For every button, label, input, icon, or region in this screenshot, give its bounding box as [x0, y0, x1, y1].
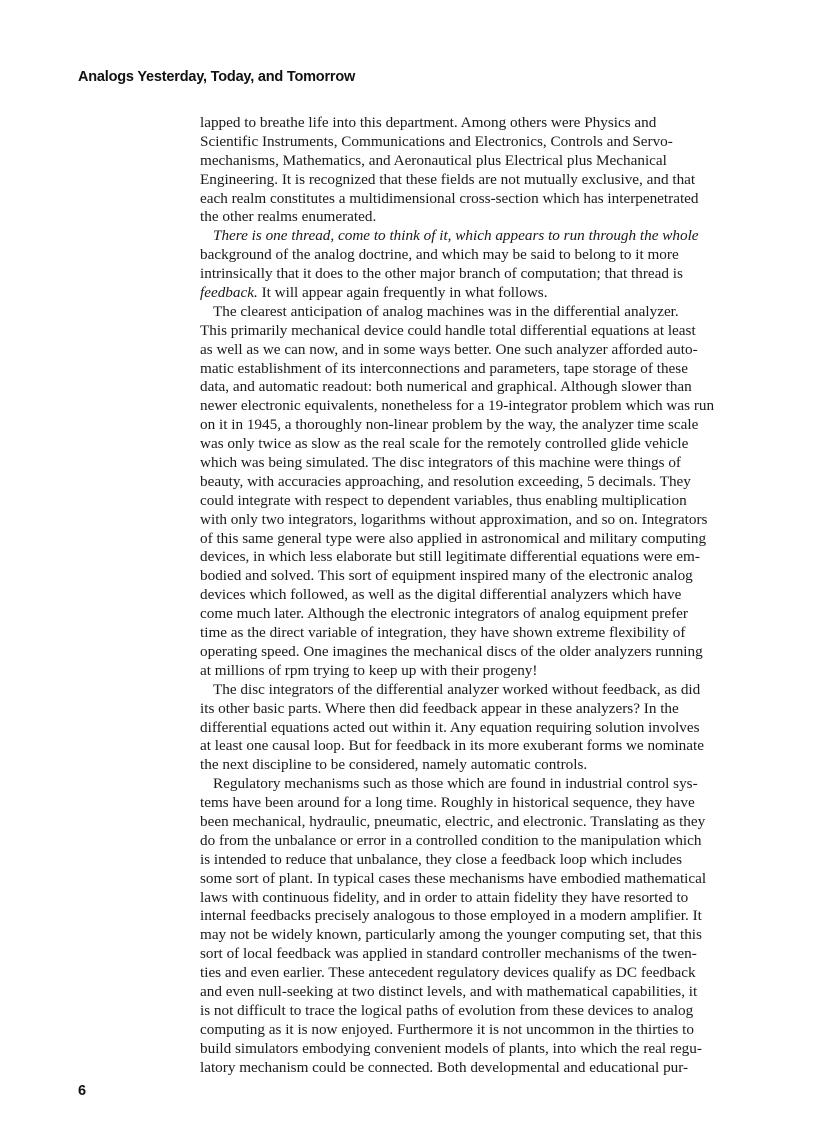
text-line: devices, in which less elaborate but still legitimate differential equations were em-: [200, 548, 700, 566]
text-line: Engineering. It is recognized that these fields are not mutually exclusive, and that: [200, 170, 696, 188]
text-line: on it in 1945, a thoroughly non-linear problem by the way, the analyzer time scale: [200, 416, 699, 434]
text-line-italic: [200, 227, 720, 246]
text-line: laws with continuous fidelity, and in order to attain fidelity they have resorted to: [200, 888, 689, 906]
text-line: [200, 284, 720, 303]
text-line: come much later. Although the electronic integrators of analog equipment prefer: [200, 605, 688, 623]
text-line: which was being simulated. The disc integrators of this machine were things of: [200, 454, 681, 472]
line-remainder: It will appear again frequently in what follows.: [261, 284, 548, 302]
text-line: the next discipline to be considered, namely automatic controls.: [200, 756, 588, 774]
text-line: bodied and solved. This sort of equipment inspired many of the electronic analog: [200, 567, 693, 585]
text-line: been mechanical, hydraulic, pneumatic, electric, and electronic. Translating as they: [200, 812, 706, 830]
text-line: each realm constitutes a multidimensional cross-section which has interpenetrated: [200, 189, 699, 207]
running-head: Analogs Yesterday, Today, and Tomorrow: [78, 69, 356, 85]
text-line: ties and even earlier. These antecedent regulatory devices qualify as DC feedback: [200, 964, 696, 982]
page-number: 6: [78, 1083, 87, 1099]
text-line: is intended to reduce that unbalance, they close a feedback loop which includes: [200, 850, 683, 868]
text-line: data, and automatic readout: both numerical and graphical. Although slower than: [200, 378, 692, 396]
text-line: was only twice as slow as the real scale for the remotely controlled glide vehicle: [200, 435, 689, 453]
italic-text: There is one thread, come to think of it, which appears to run through the whole: [213, 227, 699, 245]
text-line: computing as it is now enjoyed. Furthermore it is not uncommon in the thirties to: [200, 1020, 694, 1038]
text-line: differential equations acted out within it. Any equation requiring solution involves: [200, 718, 700, 736]
text-line: sort of local feedback was applied in standard controller mechanisms of the twen-: [200, 945, 697, 963]
text-line: could integrate with respect to dependent variables, thus enabling multiplication: [200, 491, 687, 509]
text-line: internal feedbacks precisely analogous to those employed in a modern amplifier. It: [200, 907, 702, 925]
text-line: at millions of rpm trying to keep up with their progeny!: [200, 661, 538, 679]
text-line: with only two integrators, logarithms without approximation, and so on. Integrators: [200, 510, 708, 528]
text-line: This primarily mechanical device could handle total differential equations at least: [200, 321, 696, 339]
text-line: matic establishment of its interconnections and parameters, tape storage of these: [200, 359, 688, 377]
text-line: time as the direct variable of integration, they have shown extreme flexibility of: [200, 624, 686, 642]
text-line: operating speed. One imagines the mechanical discs of the older analyzers running: [200, 642, 703, 660]
text-line: build simulators embodying convenient models of plants, into which the real regu-: [200, 1039, 702, 1057]
text-line: of this same general type were also applied in astronomical and military computing: [200, 529, 707, 547]
text-line: Scientific Instruments, Communications and Electronics, Controls and Servo-: [200, 132, 673, 150]
text-line: mechanisms, Mathematics, and Aeronautical plus Electrical plus Mechanical: [200, 151, 667, 169]
text-line: as well as we can now, and in some ways better. One such analyzer afforded auto-: [200, 340, 698, 358]
text-line: may not be widely known, particularly among the younger computing set, that this: [200, 926, 702, 944]
text-line: The disc integrators of the differential analyzer worked without feedback, as did: [213, 680, 701, 698]
body-text: [200, 114, 720, 1077]
text-line: do from the unbalance or error in a controlled condition to the manipulation which: [200, 831, 702, 849]
text-line: some sort of plant. In typical cases these mechanisms have embodied mathematical: [200, 869, 707, 887]
text-line: The clearest anticipation of analog machines was in the differential analyzer.: [213, 302, 679, 320]
text-line: latory mechanism could be connected. Both developmental and educational pur-: [200, 1058, 689, 1076]
text-line: tems have been around for a long time. Roughly in historical sequence, they have: [200, 794, 695, 812]
text-line: background of the analog doctrine, and which may be said to belong to it more: [200, 246, 679, 264]
text-line: newer electronic equivalents, nonetheless for a 19-integrator problem which was run: [200, 397, 715, 415]
text-line: beauty, with accuracies approaching, and resolution exceeding, 5 decimals. They: [200, 472, 691, 490]
text-line: Regulatory mechanisms such as those which are found in industrial control sys-: [213, 775, 698, 793]
text-line: the other realms enumerated.: [200, 208, 377, 226]
text-line: is not difficult to trace the logical paths of evolution from these devices to analog: [200, 1001, 694, 1019]
text-line: devices which followed, as well as the digital differential analyzers which have: [200, 586, 682, 604]
text-line: at least one causal loop. But for feedback in its more exuberant forms we nominate: [200, 737, 704, 755]
text-line: and even null-seeking at two distinct levels, and with mathematical capabilities, it: [200, 982, 698, 1000]
text-line: intrinsically that it does to the other major branch of computation; that thread is: [200, 265, 683, 283]
emphasized-word: feedback.: [200, 284, 258, 302]
text-line: lapped to breathe life into this department. Among others were Physics and: [200, 114, 657, 131]
text-line: its other basic parts. Where then did feedback appear in these analyzers? In the: [200, 699, 679, 717]
